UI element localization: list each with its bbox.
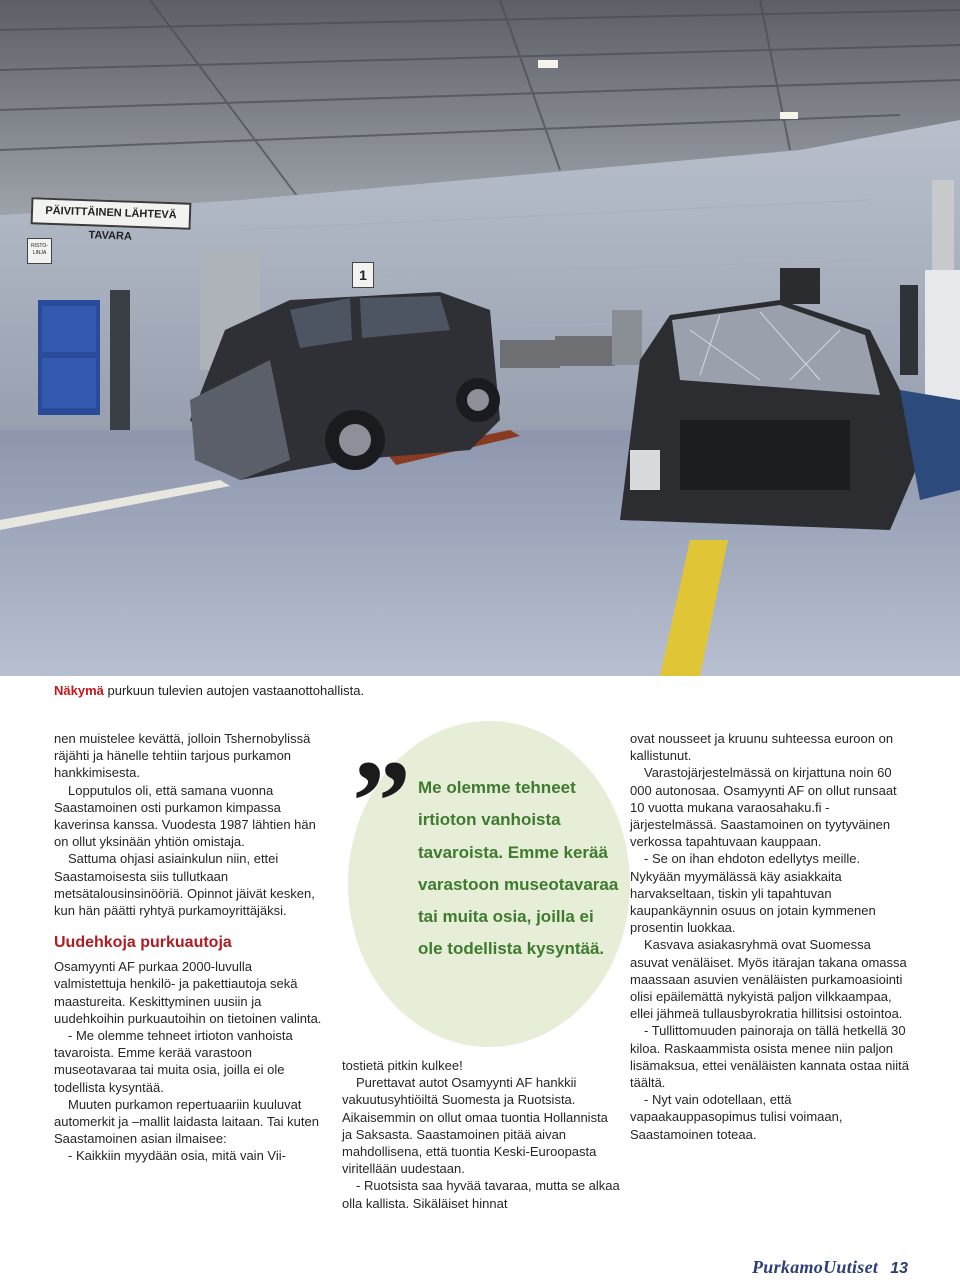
article-column-3	[630, 730, 910, 1143]
wall-sign-number: 1	[352, 262, 374, 288]
publication-logo: PurkamoUutiset	[751, 1257, 879, 1277]
section-heading: Uudehkoja purkuautoja	[54, 934, 232, 952]
paragraph: Lopputulos oli, että samana vuonna Saastamoinen osti purkamon kimpassa kaverinsa kanssa. Vuodesta 1987 lähtien hän on ollut yksinään yhtiön omistaja.	[54, 782, 316, 850]
article-column-1	[54, 730, 326, 1165]
quote-mark-icon: ”	[352, 736, 397, 867]
paragraph: Sattuma ohjasi asiainkulun niin, ettei Saastamoisesta siis tullutkaan metsätalousinsinööriä. Opinnot jäivät kesken, kun hän päätti ryhtyä purkamoyrittäjäksi.	[54, 851, 315, 919]
paragraph: Kasvava asiakasryhmä ovat Suomessa asuvat venäläiset. Myös itärajan takana omassa maassaan asuvien venäläisten purkamoasiointi olisi epäilemättä nykyistä paljon vilkkaampaa, ellei jähmeä tullausbyrokratia hillitsisi ostointoa.	[630, 937, 907, 1022]
wall-sign-small: RISTO-LINJA	[27, 238, 52, 264]
paragraph: tostietä pitkin kulkee!	[342, 1058, 463, 1073]
paragraph: nen muistelee kevättä, jolloin Tshernobylissä räjähti ja hänelle tehtiin tarjous purkamon hankkimisesta.	[54, 731, 311, 781]
wall-sign-outgoing: PÄIVITTÄINEN LÄHTEVÄ TAVARA	[31, 197, 192, 230]
paragraph: - Tullittomuuden painoraja on tällä hetkellä 30 kiloa. Raskaammista osista menee niin paljon lisämaksua, ettei venäläisten kannata ostaa niitä täältä.	[630, 1023, 909, 1091]
page-footer	[752, 1257, 908, 1279]
page-number: 13	[890, 1260, 908, 1277]
paragraph: - Me olemme tehneet irtioton vanhoista tavaroista. Emme kerää varastoon museotavaraa tai muita osia, joilla ei ole todellista kysyntää.	[54, 1028, 293, 1095]
paragraph: ovat nousseet ja kruunu suhteessa euroon on kallistunut.	[630, 731, 894, 764]
paragraph: - Ruotsista saa hyvää tavaraa, mutta se alkaa olla kallista. Sikäläiset hinnat	[342, 1178, 620, 1211]
paragraph: Purettavat autot Osamyynti AF hankkii vakuutusyhtiöiltä Suomesta ja Ruotsista. Aikaisemmin on ollut omaa tuontia Hollannista ja Saksasta. Saastamoinen pitää aivan mahdollisena, että tuontia Keski-Euroopasta viritellään uudestaan.	[342, 1075, 608, 1177]
paragraph: Osamyynti AF purkaa 2000-luvulla valmistettuja henkilö- ja pakettiautoja sekä maastureita. Keskittyminen uusiin ja uudehkoihin purkuautoihin on tietoinen valinta.	[54, 959, 322, 1026]
paragraph: Muuten purkamon repertuaariin kuuluvat automerkit ja –mallit laidasta laitaan. Tai kuten Saastamoinen asian ilmaisee:	[54, 1096, 319, 1147]
paragraph: - Se on ihan ehdoton edellytys meille. Nykyään myymälässä käy asiakkaita harvakseltaan, tiskin yli tapahtuvan kaupankäynnin osuus on jotain kymmenen prosentin luokkaa.	[630, 851, 876, 936]
photo-caption	[54, 682, 364, 700]
paragraph: - Kaikkiin myydään osia, mitä vain Vii-	[68, 1148, 286, 1164]
article-column-2	[342, 1057, 620, 1212]
paragraph: Varastojärjestelmässä on kirjattuna noin 60 000 autonosaa. Osamyynti AF on ollut runsaat 10 vuotta mukana varaosahaku.fi -järjestelmässä. Saastamoinen on tyytyväinen verkossa tapahtuvaan kauppaan.	[630, 765, 897, 850]
paragraph: - Nyt vain odotellaan, että vapaakauppasopimus tulisi voimaan, Saastamoinen toteaa.	[630, 1092, 843, 1142]
pull-quote-text: Me olemme tehneet irtioton vanhoista tavaroista. Emme kerää varastoon museotavaraa tai muita osia, joilla ei ole todellista kysyntää.	[418, 778, 619, 959]
caption-label: Näkymä	[54, 683, 104, 698]
caption-text: purkuun tulevien autojen vastaanottohallista.	[103, 683, 365, 698]
